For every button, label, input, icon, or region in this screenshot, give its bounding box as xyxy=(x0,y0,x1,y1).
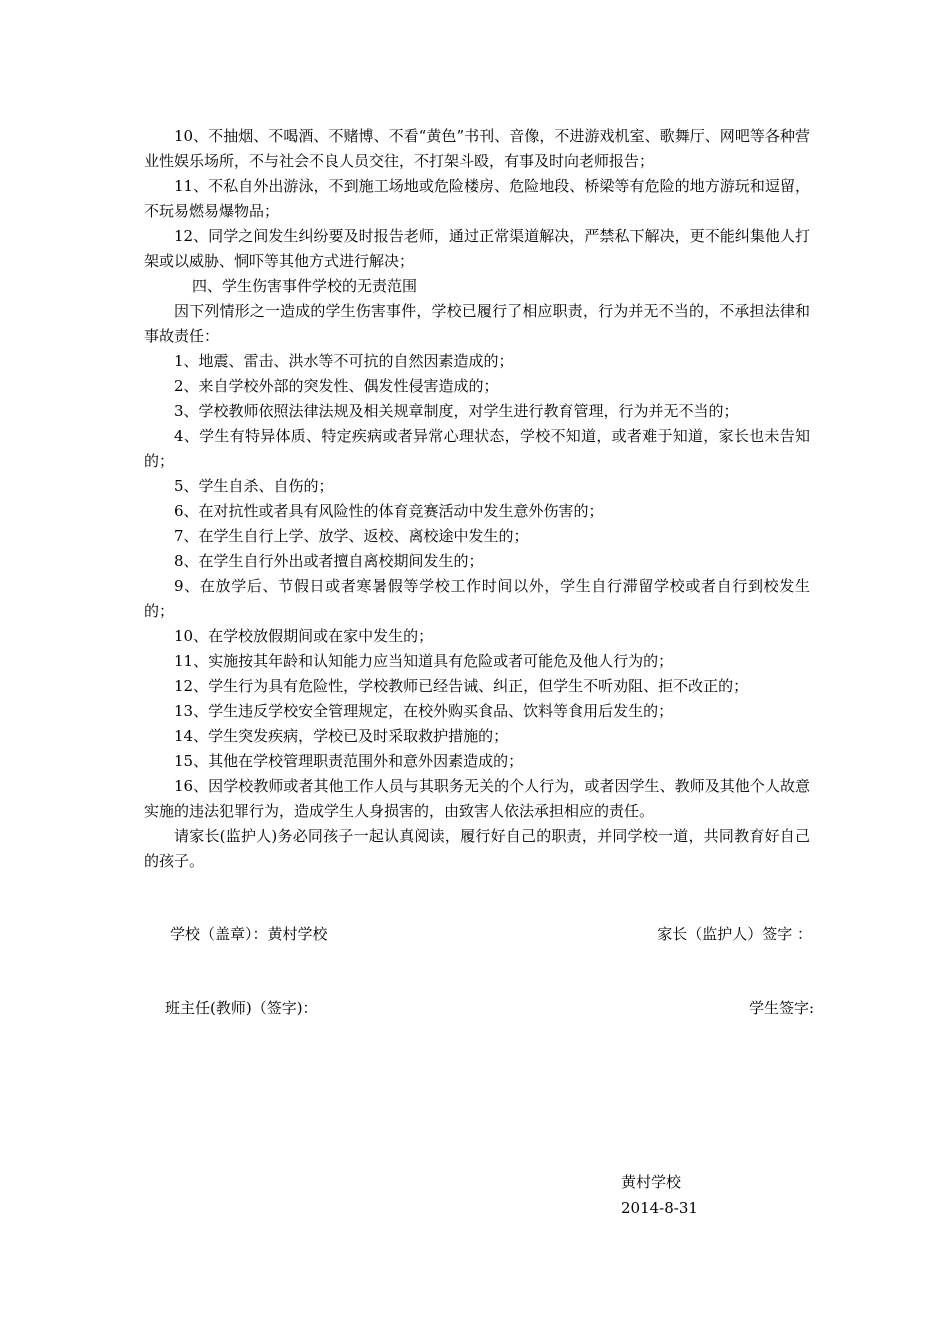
exemption-item: 5、学生自杀、自伤的； xyxy=(174,477,334,495)
exemption-item: 4、学生有特异体质、特定疾病或者异常心理状态，学校不知道，或者难于知道，家长也未告知的； xyxy=(144,427,810,470)
section-heading: 四、学生伤害事件学校的无责范围 xyxy=(192,277,418,295)
rule-item: 12、同学之间发生纠纷要及时报告老师，通过正常渠道解决，严禁私下解决，更不能纠集他人打架或以威胁、恫吓等其他方式进行解决； xyxy=(144,227,810,270)
exemption-item: 12、学生行为具有危险性，学校教师已经告诫、纠正，但学生不听劝阻、拒不改正的； xyxy=(174,677,749,695)
exemption-item: 8、在学生自行外出或者擅自离校期间发生的； xyxy=(174,552,484,570)
exemption-item: 9、在放学后、节假日或者寒暑假等学校工作时间以外，学生自行滞留学校或者自行到校发生的； xyxy=(144,577,810,620)
exemption-item: 14、学生突发疾病，学校已及时采取救护措施的； xyxy=(174,727,509,745)
rule-item: 11、不私自外出游泳，不到施工场地或危险楼房、危险地段、桥梁等有危险的地方游玩和逗留，不玩易燃易爆物品； xyxy=(144,177,810,220)
exemption-item: 11、实施按其年龄和认知能力应当知道具有危险或者可能危及他人行为的； xyxy=(174,652,674,670)
school-seal-line: 学校（盖章）：黄村学校 xyxy=(170,925,328,943)
exemption-item: 16、因学校教师或者其他工作人员与其职务无关的个人行为，或者因学生、教师及其他个人故意实施的违法犯罪行为，造成学生人身损害的，由致害人依法承担相应的责任。 xyxy=(144,777,810,820)
exemption-item: 7、在学生自行上学、放学、返校、离校途中发生的； xyxy=(174,527,529,545)
rule-item: 10、不抽烟、不喝酒、不赌博、不看“黄色”书刊、音像，不进游戏机室、歌舞厅、网吧等各种营业性娱乐场所，不与社会不良人员交往，不打架斗殴，有事及时向老师报告； xyxy=(144,127,810,170)
exemption-item: 1、地震、雷击、洪水等不可抗的自然因素造成的； xyxy=(174,352,514,370)
parent-signature-line: 家长（监护人）签字 ： xyxy=(657,925,812,943)
footer-school-name: 黄村学校 xyxy=(621,1173,682,1191)
footer-date: 2014-8-31 xyxy=(621,1199,698,1217)
exemption-item: 3、学校教师依照法律法规及相关规章制度，对学生进行教育管理，行为并无不当的； xyxy=(174,402,739,420)
closing-note: 请家长(监护人)务必同孩子一起认真阅读，履行好自己的职责，并同学校一道，共同教育好自己的孩子。 xyxy=(144,827,810,870)
exemption-item: 2、来自学校外部的突发性、偶发性侵害造成的； xyxy=(174,377,499,395)
document-body xyxy=(144,124,810,874)
student-signature-line: 学生签字: xyxy=(748,999,814,1017)
exemption-item: 15、其他在学校管理职责范围外和意外因素造成的； xyxy=(174,752,524,770)
teacher-signature-line: 班主任(教师)（签字)： xyxy=(165,999,318,1017)
exemption-item: 6、在对抗性或者具有风险性的体育竞赛活动中发生意外伤害的； xyxy=(174,502,604,520)
exemption-item: 10、在学校放假期间或在家中发生的； xyxy=(174,627,434,645)
exemption-item: 13、学生违反学校安全管理规定，在校外购买食品、饮料等食用后发生的； xyxy=(174,702,674,720)
section-intro: 因下列情形之一造成的学生伤害事件，学校已履行了相应职责，行为并无不当的，不承担法律和事故责任： xyxy=(144,302,810,345)
